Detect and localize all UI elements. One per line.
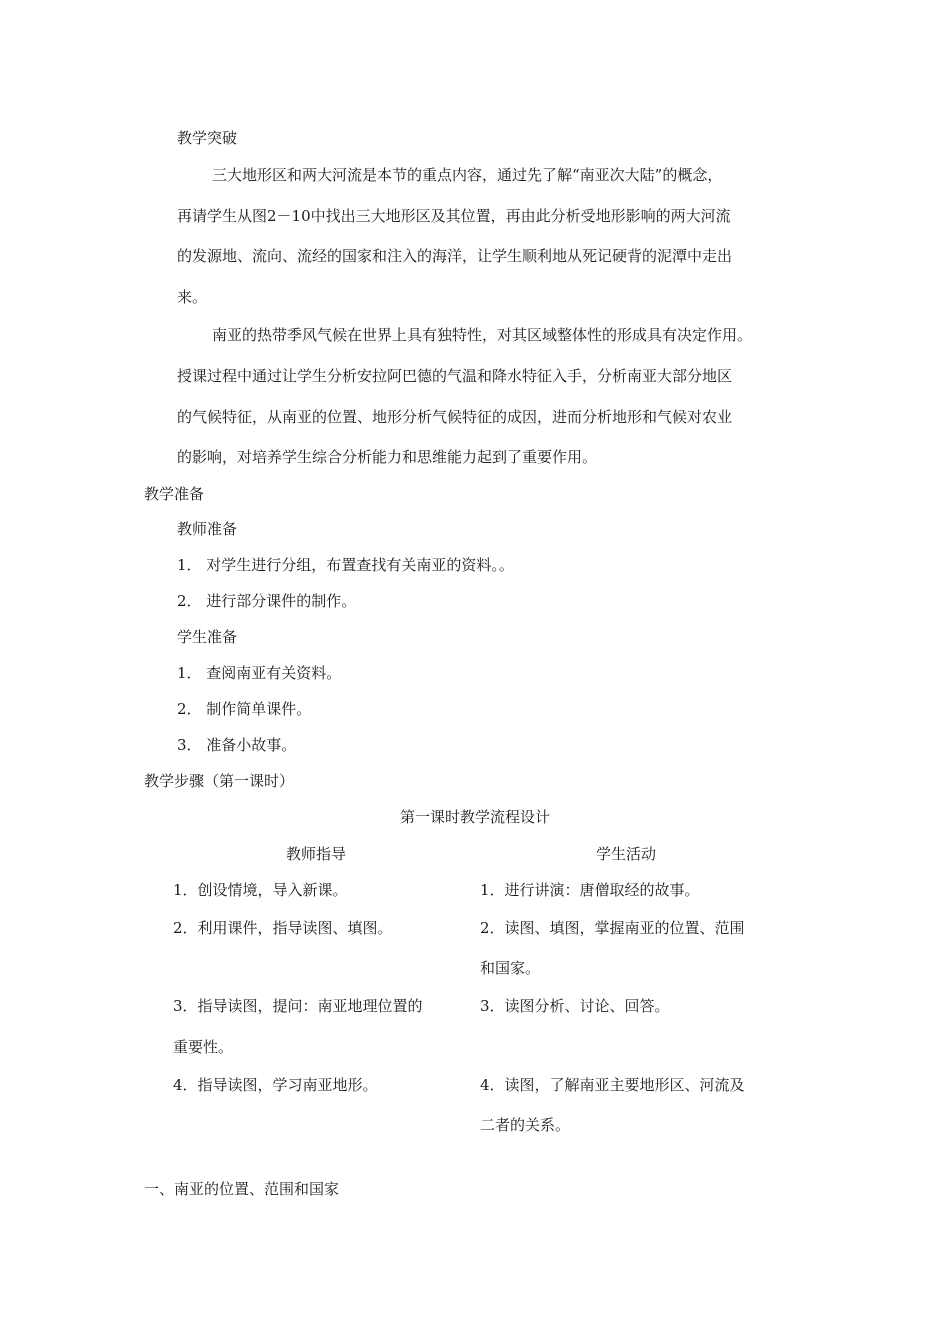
student-row: 3．读图分析、讨论、回答。 (480, 997, 670, 1015)
teacher-row: 重要性。 (173, 1038, 234, 1056)
column-header-teacher: 教师指导 (286, 845, 347, 863)
list-item: 1． 查阅南亚有关资料。 (177, 664, 342, 682)
paragraph-line: 的发源地、流向、流经的国家和注入的海洋，让学生顺利地从死记硬背的泥潭中走出 (177, 247, 733, 265)
teacher-row: 4．指导读图，学习南亚地形。 (173, 1076, 378, 1094)
list-item: 1． 对学生进行分组，布置查找有关南亚的资料。。 (177, 556, 514, 574)
section-heading-location: 一、南亚的位置、范围和国家 (144, 1180, 340, 1198)
column-header-student: 学生活动 (596, 845, 657, 863)
subheading-student-prep: 学生准备 (177, 628, 238, 646)
paragraph-line: 三大地形区和两大河流是本节的重点内容，通过先了解“南亚次大陆”的概念， (212, 166, 723, 184)
teacher-row: 3．指导读图，提问：南亚地理位置的 (173, 997, 423, 1015)
list-item: 2． 进行部分课件的制作。 (177, 592, 357, 610)
student-row: 1．进行讲演：唐僧取经的故事。 (480, 881, 700, 899)
student-row: 和国家。 (480, 959, 541, 977)
paragraph-line: 再请学生从图2－10中找出三大地形区及其位置，再由此分析受地形影响的两大河流 (177, 207, 731, 225)
paragraph-line: 南亚的热带季风气候在世界上具有独特性，对其区域整体性的形成具有决定作用。 (212, 326, 753, 344)
paragraph-line: 的气候特征，从南亚的位置、地形分析气候特征的成因，进而分析地形和气候对农业 (177, 408, 733, 426)
subheading-teacher-prep: 教师准备 (177, 520, 238, 538)
teacher-row: 2．利用课件，指导读图、填图。 (173, 919, 393, 937)
student-row: 4．读图，了解南亚主要地形区、河流及 (480, 1076, 745, 1094)
teacher-row: 1．创设情境，导入新课。 (173, 881, 348, 899)
section-heading-breakthrough: 教学突破 (177, 129, 238, 147)
list-item: 3． 准备小故事。 (177, 736, 297, 754)
section-heading-steps: 教学步骤（第一课时） (144, 772, 295, 790)
section-heading-preparation: 教学准备 (144, 485, 205, 503)
student-row: 2．读图、填图，掌握南亚的位置、范围 (480, 919, 745, 937)
paragraph-line: 授课过程中通过让学生分析安拉阿巴德的气温和降水特征入手，分析南亚大部分地区 (177, 367, 733, 385)
paragraph-line: 的影响，对培养学生综合分析能力和思维能力起到了重要作用。 (177, 448, 598, 466)
paragraph-line: 来。 (177, 288, 208, 306)
list-item: 2． 制作简单课件。 (177, 700, 312, 718)
table-title: 第一课时教学流程设计 (399, 808, 550, 826)
student-row: 二者的关系。 (480, 1116, 571, 1134)
